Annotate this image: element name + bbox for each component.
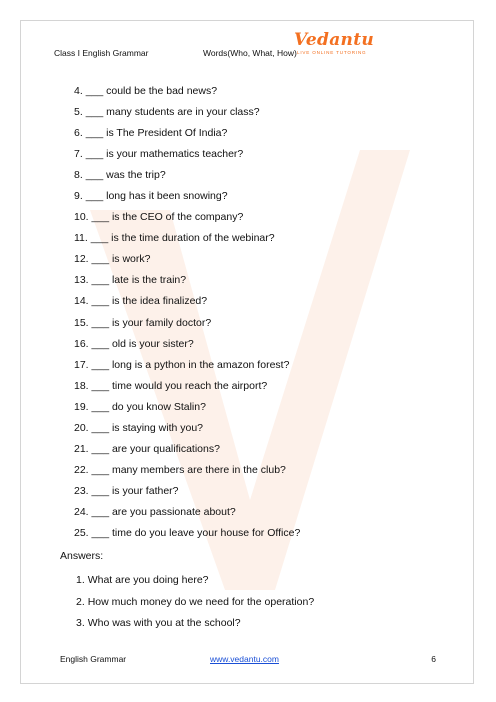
question-item: [74, 169, 300, 190]
question-item-text: ___ many members are there in the club?: [91, 463, 286, 476]
question-item-number: 9.: [74, 190, 83, 203]
answers-heading: Answers:: [60, 550, 104, 562]
question-item-number: 13.: [74, 274, 89, 287]
question-item: [74, 380, 300, 401]
answer-item: [76, 574, 314, 596]
question-item-text: ___ old is your sister?: [91, 337, 194, 350]
question-item: [74, 148, 300, 169]
answer-item-number: 3.: [76, 617, 85, 629]
question-item-number: 14.: [74, 295, 89, 308]
footer-page-number: 6: [431, 654, 436, 664]
question-item: [74, 85, 300, 106]
footer-subject: English Grammar: [60, 654, 127, 664]
question-item: [74, 485, 300, 506]
question-item-number: 4.: [74, 85, 83, 97]
logo-tagline: LIVE ONLINE TUTORING: [297, 50, 367, 55]
question-item-number: 5.: [74, 106, 83, 119]
question-item-text: ___ late is the train?: [91, 274, 187, 287]
footer-website-link[interactable]: www.vedantu.com: [210, 654, 279, 664]
question-list: [74, 85, 300, 548]
question-item-number: 16.: [74, 337, 89, 350]
question-item-number: 19.: [74, 400, 89, 413]
answer-item: [76, 596, 314, 618]
answer-list: [76, 574, 314, 639]
question-item-text: ___ could be the bad news?: [85, 85, 218, 97]
answer-item-number: 1.: [76, 574, 85, 586]
header-chapter-title: Words(Who, What, How): [203, 48, 297, 58]
question-item-number: 11.: [74, 232, 88, 245]
question-item: [74, 232, 300, 253]
question-item: [74, 401, 300, 422]
header-course-title: Class I English Grammar: [54, 48, 149, 58]
question-item-text: ___ was the trip?: [85, 169, 166, 182]
logo-wordmark: Vedantu: [294, 30, 375, 50]
question-item-text: ___ are you passionate about?: [91, 505, 236, 518]
answer-item-text: How much money do we need for the operation?: [87, 595, 315, 608]
question-item-number: 23.: [74, 484, 89, 497]
question-item-text: ___ are your qualifications?: [91, 442, 220, 455]
page-footer: [60, 654, 440, 668]
question-item-number: 17.: [74, 358, 89, 371]
question-item-text: ___ is your mathematics teacher?: [85, 148, 244, 161]
question-item: [74, 464, 300, 485]
question-item-number: 15.: [74, 316, 89, 329]
question-item: [74, 359, 300, 380]
question-item: [74, 527, 300, 548]
question-item: [74, 190, 300, 211]
question-item-text: ___ many students are in your class?: [85, 106, 260, 119]
question-item-number: 20.: [74, 421, 89, 434]
question-item-text: ___ is the time duration of the webinar?: [90, 232, 275, 245]
question-item-number: 12.: [74, 253, 89, 266]
question-item-number: 24.: [74, 505, 89, 518]
question-item: [74, 443, 300, 464]
question-item: [74, 422, 300, 443]
question-item: [74, 253, 300, 274]
question-item: [74, 274, 300, 295]
question-item-number: 22.: [74, 463, 89, 476]
answer-item-number: 2.: [76, 595, 85, 608]
answer-item-text: What are you doing here?: [87, 574, 209, 586]
question-item-number: 21.: [74, 442, 89, 455]
question-item: [74, 127, 300, 148]
question-item-text: ___ is the CEO of the company?: [91, 211, 244, 224]
question-item-text: ___ is the idea finalized?: [91, 295, 208, 308]
question-item: [74, 506, 300, 527]
question-item-text: ___ is work?: [91, 253, 151, 266]
answer-item-text: Who was with you at the school?: [87, 617, 241, 629]
question-item-number: 18.: [74, 379, 89, 392]
question-item-text: ___ time would you reach the airport?: [91, 379, 268, 392]
question-item-number: 25.: [74, 526, 89, 539]
question-item: [74, 211, 300, 232]
answer-item: [76, 617, 314, 639]
question-item-text: ___ is your family doctor?: [91, 316, 212, 329]
question-item-text: ___ do you know Stalin?: [91, 400, 206, 413]
question-item-text: ___ long has it been snowing?: [85, 190, 228, 203]
question-item: [74, 295, 300, 316]
question-item-number: 10.: [74, 211, 89, 224]
question-item-number: 6.: [74, 127, 83, 140]
question-item-text: ___ is The President Of India?: [85, 127, 228, 140]
question-item-text: ___ long is a python in the amazon forest?: [91, 358, 290, 371]
question-item: [74, 106, 300, 127]
question-item-text: ___ is staying with you?: [91, 421, 204, 434]
question-item-number: 7.: [74, 148, 83, 161]
question-item: [74, 338, 300, 359]
question-item-text: ___ is your father?: [91, 484, 179, 497]
question-item-number: 8.: [74, 169, 83, 182]
question-item-text: ___ time do you leave your house for Office?: [91, 526, 301, 539]
vedantu-logo: [294, 30, 428, 58]
question-item: [74, 317, 300, 338]
